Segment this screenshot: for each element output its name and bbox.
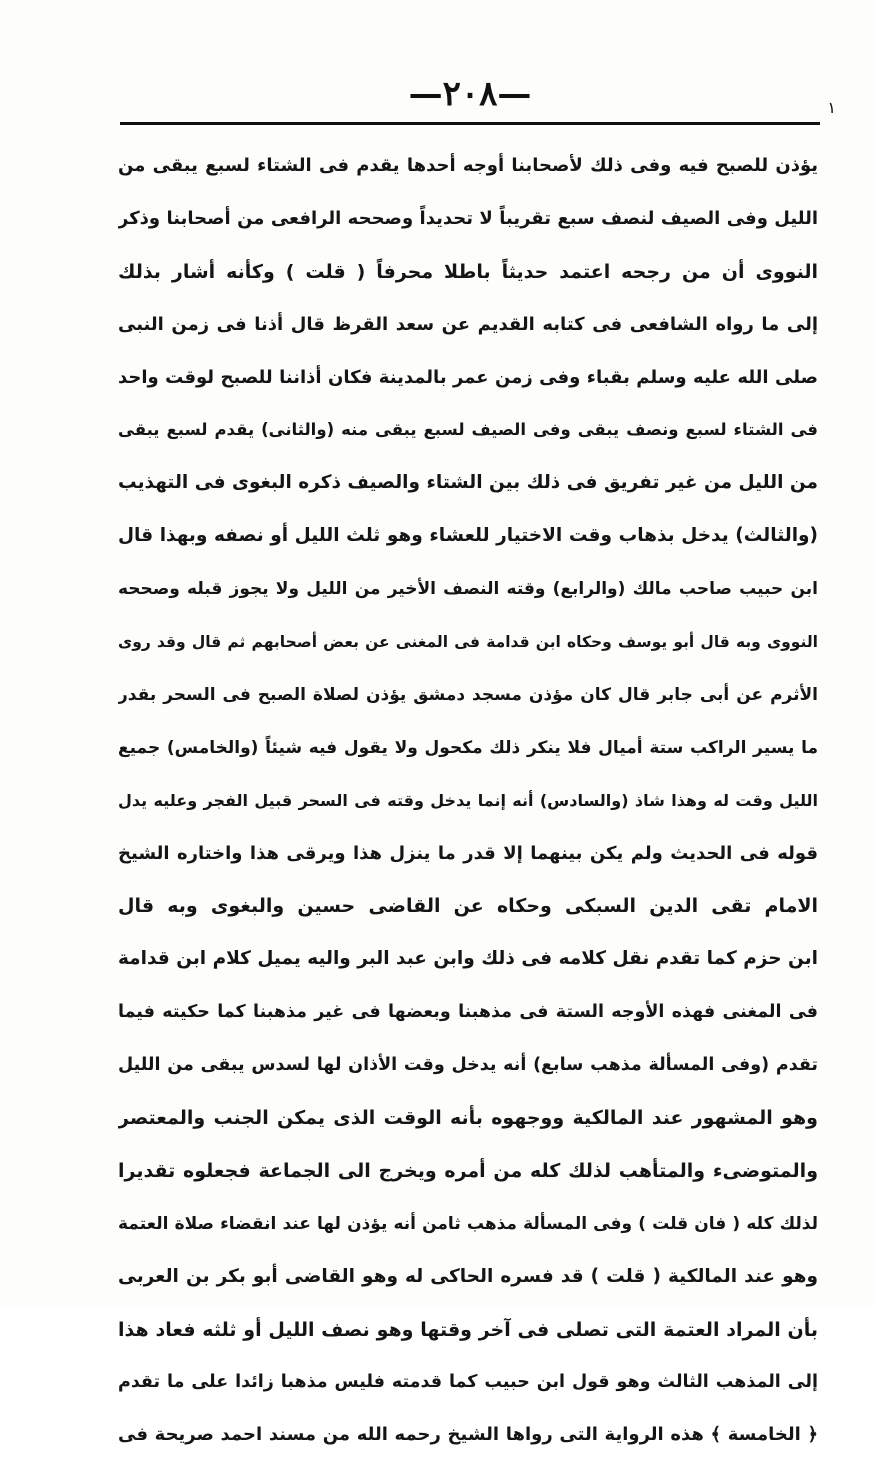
- text-line: إلى المذهب الثالث وهو قول ابن حبيب كما قدمته فليس مذهبا زائدا على ما تقدم: [118, 1372, 818, 1393]
- text-line: ﴿ الخامسة ﴾ هذه الرواية التى رواها الشيخ رحمه الله من مسند احمد صريحة فى: [118, 1424, 818, 1446]
- text-line: تقدم (وفى المسألة مذهب سابع) أنه يدخل وقت الأذان لها لسدس يبقى من الليل: [118, 1055, 818, 1076]
- page-number: —٢٠٨—: [408, 74, 532, 114]
- text-line: ابن حزم كما تقدم نقل كلامه فى ذلك وابن عبد البر واليه يميل كلام ابن قدامة: [118, 948, 818, 970]
- text-line: (والثالث) يدخل بذهاب وقت الاختيار للعشاء وهو ثلث الليل أو نصفه وبهذا قال: [118, 525, 818, 547]
- margin-mark: ١: [827, 98, 836, 117]
- page-header: [120, 60, 836, 126]
- header-rule: [120, 122, 820, 125]
- text-line: يؤذن للصبح فيه وفى ذلك لأصحابنا أوجه أحدها يقدم فى الشتاء لسبع يبقى من: [118, 155, 818, 176]
- text-line: إلى ما رواه الشافعى فى كتابه القديم عن سعد القرظ قال أذنا فى زمن النبى: [118, 313, 818, 335]
- text-line: لذلك كله ( فان قلت ) وفى المسألة مذهب ثامن أنه يؤذن لها عند انقضاء صلاة العتمة: [118, 1213, 818, 1234]
- text-line: النووى أن من رجحه اعتمد حديثاً باطلا محرفاً ( قلت ) وكأنه أشار بذلك: [118, 260, 818, 283]
- text-line: والمتوضىء والمتأهب لذلك كله من أمره ويخرج الى الجماعة فجعلوه تقديرا: [118, 1159, 818, 1182]
- text-line: صلى الله عليه وسلم بقباء وفى زمن عمر بالمدينة فكان أذاننا للصبح لوقت واحد: [118, 366, 818, 388]
- text-line: وهو المشهور عند المالكية ووجهوه بأنه الوقت الذى يمكن الجنب والمعتصر: [118, 1107, 818, 1130]
- text-line: فى الشتاء لسبع ونصف يبقى وفى الصيف لسبع يبقى منه (والثانى) يقدم لسبع يبقى: [118, 420, 818, 440]
- text-line: الأثرم عن أبى جابر قال كان مؤذن مسجد دمشق يؤذن لصلاة الصبح فى السحر بقدر: [118, 684, 818, 705]
- text-line: ما يسير الراكب ستة أميال فلا ينكر ذلك مكحول ولا يقول فيه شيئاً (والخامس) جميع: [118, 737, 818, 758]
- text-line: وهو عند المالكية ( قلت ) قد فسره الحاكى له وهو القاضى أبو بكر بن العربى: [118, 1265, 818, 1287]
- text-line: ابن حبيب صاحب مالك (والرابع) وقته النصف الأخير من الليل ولا يجوز قبله وصححه: [118, 579, 818, 600]
- body-text: [118, 140, 818, 1462]
- text-line: بأن المراد العتمة التى تصلى فى آخر وقتها وهو نصف الليل أو ثلثه فعاد هذا: [118, 1318, 818, 1341]
- text-line: النووى وبه قال أبو يوسف وحكاه ابن قدامة فى المغنى عن بعض أصحابهم ثم قال وقد روى: [118, 633, 818, 652]
- text-line: الليل وقت له وهذا شاذ (والسادس) أنه إنما يدخل وقته فى السحر قبيل الفجر وعليه يدل: [118, 790, 818, 810]
- text-line: من الليل من غير تفريق فى ذلك بين الشتاء والصيف ذكره البغوى فى التهذيب: [118, 472, 818, 494]
- text-line: الليل وفى الصيف لنصف سبع تقريباً لا تحديداً وصححه الرافعى من أصحابنا وذكر: [118, 207, 818, 229]
- text-line: فى المغنى فهذه الأوجه الستة فى مذهبنا وبعضها فى غير مذهبنا كما حكيته فيما: [118, 1002, 818, 1023]
- text-line: قوله فى الحديث ولم يكن بينهما إلا قدر ما ينزل هذا ويرقى هذا واختاره الشيخ: [118, 842, 818, 864]
- text-line: الامام تقى الدين السبكى وحكاه عن القاضى حسين والبغوى وبه قال: [118, 895, 818, 918]
